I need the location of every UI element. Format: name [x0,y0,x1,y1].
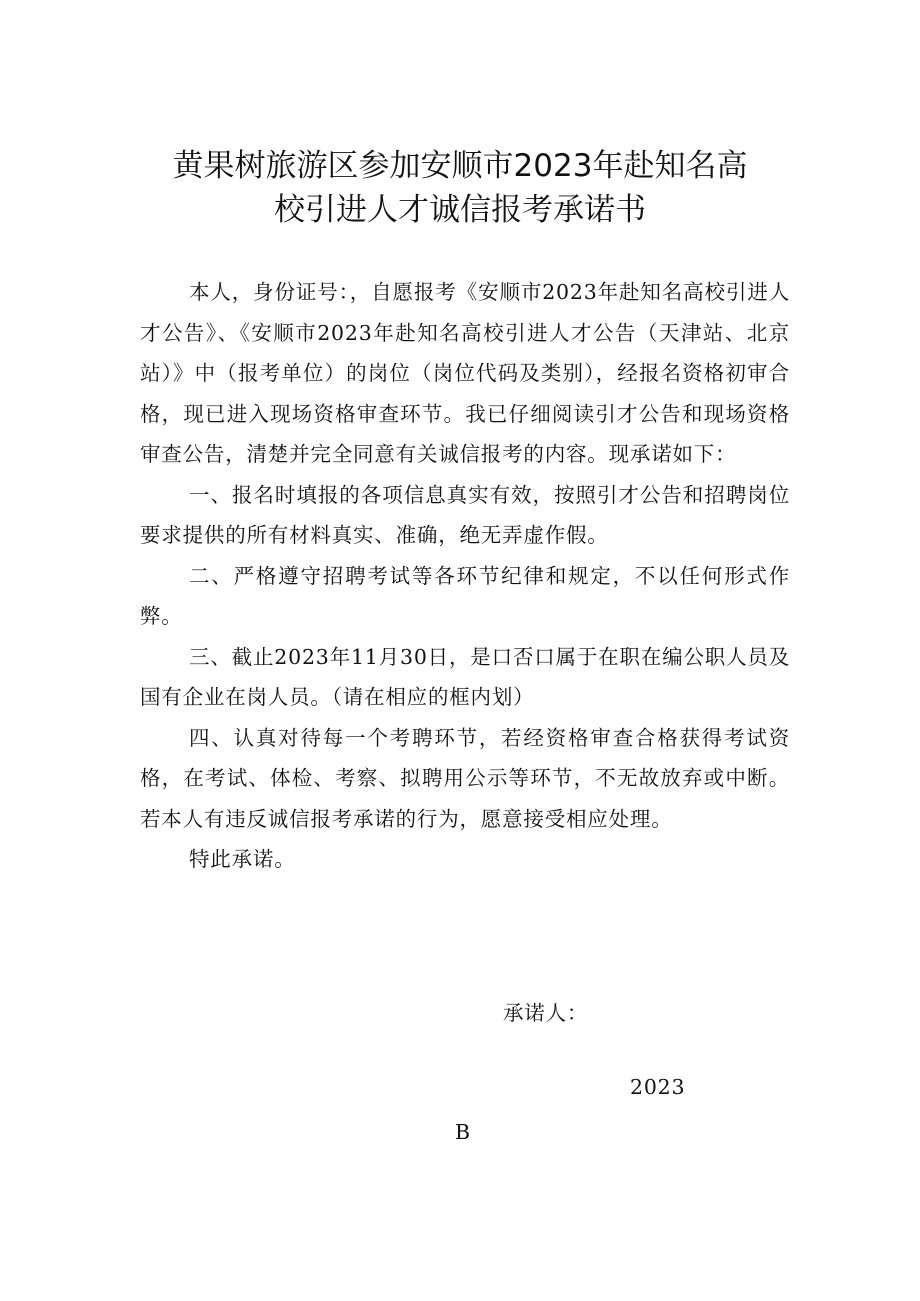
paragraph-item-3: 三、截止2023年11月30日，是口否口属于在职在编公职人员及国有企业在岗人员。（请在相应的框内划） [140,644,790,709]
document-title-line-1: 黄果树旅游区参加安顺市2023年赴知名高 [172,148,748,184]
paragraph-closing: 特此承诺。 [189,847,296,871]
paragraph-item-4: 四、认真对待每一个考聘环节，若经资格审查合格获得考试资格，在考试、体检、考察、拟聘用公示等环节，不无故放弃或中断。若本人有违反诚信报考承诺的行为，愿意接受相应处理。 [140,725,790,831]
paragraph-item-1: 一、报名时填报的各项信息真实有效，按照引才公告和招聘岗位要求提供的所有材料真实、准确，绝无弄虚作假。 [140,482,790,547]
signature-year: 2023 [630,1075,686,1099]
paragraph-intro: 本人，身份证号：，自愿报考《安顺市2023年赴知名高校引进人才公告》、《安顺市2023年赴知名高校引进人才公告（天津站、北京站）》中（报考单位）的岗位（岗位代码及类别），经报名资格初审合格，现已进入现场资格审查环节。我已仔细阅读引才公告和现场资格审查公告，清楚并完全同意有关诚信报考的内容。现承诺如下： [140,280,790,466]
signer-label: 承诺人： [503,1001,589,1025]
paragraph-item-2: 二、严格遵守招聘考试等各环节纪律和规定，不以任何形式作弊。 [140,563,790,628]
document-body [140,272,790,880]
document-title-line-2: 校引进人才诚信报考承诺书 [274,192,646,228]
page-mark: B [455,1120,471,1144]
